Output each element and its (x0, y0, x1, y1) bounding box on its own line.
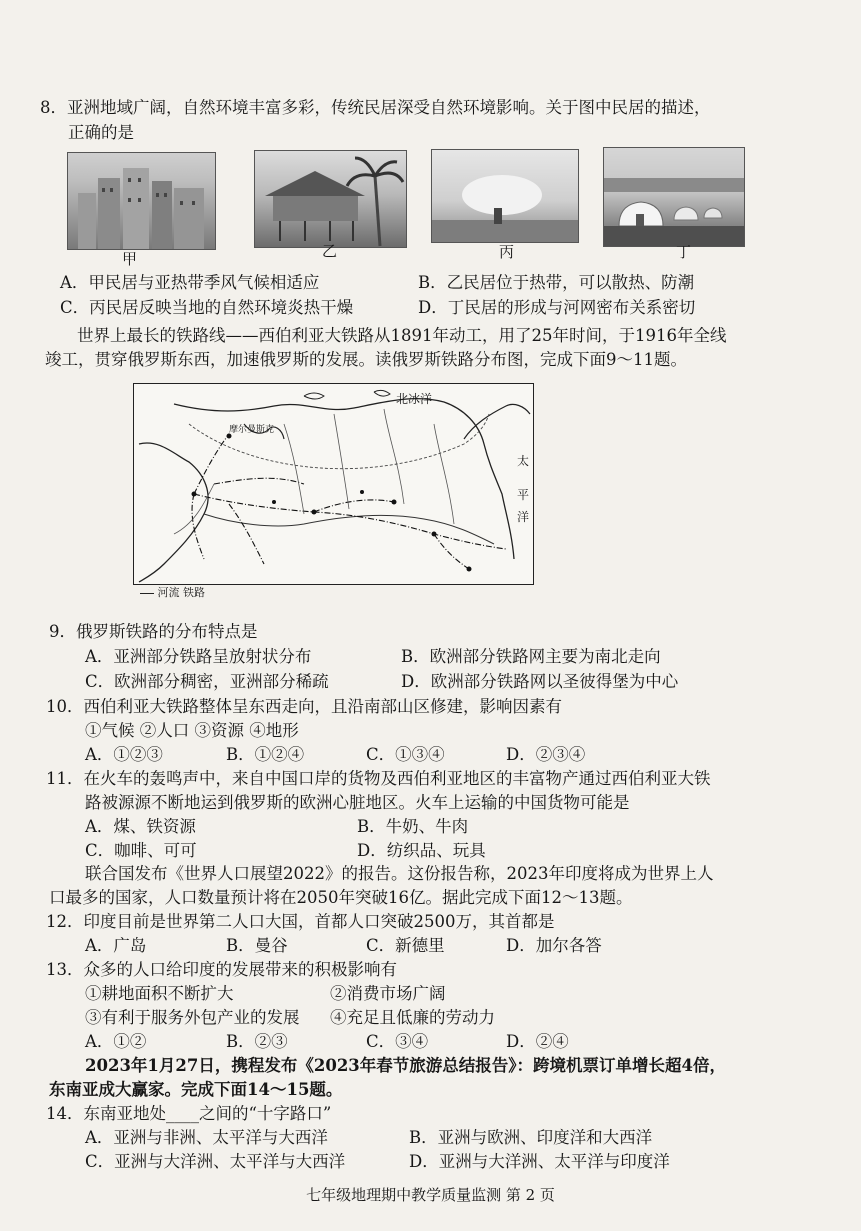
legend-text: 河流 铁路 (157, 586, 205, 599)
q13-item1: ①耕地面积不断扩大 (85, 984, 234, 1003)
q9-option-a: A．亚洲部分铁路呈放射状分布 (85, 647, 312, 666)
q12-option-a: A．广岛 (85, 936, 147, 955)
q13-item4: ④充足且低廉的劳动力 (330, 1008, 495, 1027)
q13-item3: ③有利于服务外包产业的发展 (85, 1008, 300, 1027)
q10-items: ①气候 ②人口 ③资源 ④地形 (85, 721, 299, 740)
q10-option-b: B．①②④ (226, 745, 305, 764)
q10-stem: 10．西伯利亚大铁路整体呈东西走向，且沿南部山区修建，影响因素有 (46, 697, 562, 716)
q13-option-d: D．②④ (506, 1032, 569, 1051)
photo-ding-image (604, 148, 744, 246)
q11-option-a: A．煤、铁资源 (85, 817, 196, 836)
passage2-line1: 联合国发布《世界人口展望2022》的报告。这份报告称，2023年印度将成为世界上人 (85, 864, 714, 883)
caption-ding: 丁 (676, 243, 692, 261)
legend-river-icon (140, 593, 154, 594)
q13-option-a: A．①② (85, 1032, 147, 1051)
q11-stem-line1: 11．在火车的轰鸣声中，来自中国口岸的货物及西伯利亚地区的丰富物产通过西伯利亚大铁 (46, 769, 711, 788)
caption-yi: 乙 (322, 242, 338, 260)
q13-option-b: B．②③ (226, 1032, 288, 1051)
russia-map-drawing (134, 384, 533, 584)
passage3-line1: 2023年1月27日，携程发布《2023年春节旅游总结报告》：跨境机票订单增长超4倍， (85, 1056, 727, 1075)
photo-yi-image (255, 151, 406, 247)
q8-stem-line2: 正确的是 (68, 123, 134, 142)
photo-yi (254, 150, 407, 248)
map-label-pacific-3: 洋 (517, 510, 530, 524)
caption-bing: 丙 (499, 243, 515, 261)
q13-item2: ②消费市场广阔 (330, 984, 446, 1003)
q14-stem: 14．东南亚地处____之间的“十字路口” (46, 1104, 332, 1123)
q14-option-d: D．亚洲与大洋洲、太平洋与印度洋 (409, 1152, 670, 1171)
passage3-line2: 东南亚成大赢家。完成下面14～15题。 (49, 1080, 343, 1099)
q14-option-b: B．亚洲与欧洲、印度洋和大西洋 (409, 1128, 653, 1147)
q11-option-c: C．咖啡、可可 (85, 841, 197, 860)
q11-stem-line2: 路被源源不断地运到俄罗斯的欧洲心脏地区。火车上运输的中国货物可能是 (85, 793, 630, 812)
q8-option-c: C．丙民居反映当地的自然环境炎热干燥 (60, 298, 354, 317)
q10-option-c: C．①③④ (366, 745, 445, 764)
photo-jia-image (68, 153, 215, 249)
page-footer: 七年级地理期中教学质量监测 第 2 页 (306, 1186, 555, 1204)
map-label-pacific-2: 平 (517, 488, 530, 502)
q12-stem: 12．印度目前是世界第二人口大国，首都人口突破2500万，其首都是 (46, 912, 555, 931)
q8-option-d: D．丁民居的形成与河网密布关系密切 (418, 298, 696, 317)
q12-option-d: D．加尔各答 (506, 936, 602, 955)
q12-option-b: B．曼谷 (226, 936, 288, 955)
q8-option-b: B．乙民居位于热带，可以散热、防潮 (418, 273, 695, 292)
q14-option-a: A．亚洲与非洲、太平洋与大西洋 (85, 1128, 328, 1147)
map-label-pacific-1: 太 (517, 454, 530, 468)
q10-option-a: A．①②③ (85, 745, 163, 764)
passage1-line1: 世界上最长的铁路线——西伯利亚大铁路从1891年动工，用了25年时间，于1916年全线 (77, 326, 727, 345)
q12-option-c: C．新德里 (366, 936, 445, 955)
map-label-arctic-ocean: 北冰洋 (396, 392, 433, 406)
passage2-line2: 口最多的国家，人口数量预计将在2050年突破16亿。据此完成下面12～13题。 (49, 888, 633, 907)
q9-option-b: B．欧洲部分铁路网主要为南北走向 (401, 647, 661, 666)
map-legend (140, 586, 205, 600)
caption-jia: 甲 (122, 250, 138, 268)
photo-bing (431, 149, 579, 243)
map-label-murmansk: 摩尔曼斯克 (229, 425, 275, 435)
russia-railway-map (133, 383, 534, 585)
q9-option-d: D．欧洲部分铁路网以圣彼得堡为中心 (401, 672, 679, 691)
q11-option-b: B．牛奶、牛肉 (357, 817, 469, 836)
photo-bing-image (432, 150, 578, 242)
photo-jia (67, 152, 216, 250)
q13-stem: 13．众多的人口给印度的发展带来的积极影响有 (46, 960, 397, 979)
q13-option-c: C．③④ (366, 1032, 429, 1051)
q9-option-c: C．欧洲部分稠密，亚洲部分稀疏 (85, 672, 329, 691)
passage1-line2: 竣工，贯穿俄罗斯东西，加速俄罗斯的发展。读俄罗斯铁路分布图，完成下面9～11题。 (45, 350, 687, 369)
q14-option-c: C．亚洲与大洋洲、太平洋与大西洋 (85, 1152, 346, 1171)
q10-option-d: D．②③④ (506, 745, 586, 764)
photo-ding (603, 147, 745, 247)
q9-stem: 9．俄罗斯铁路的分布特点是 (49, 622, 258, 641)
q11-option-d: D．纺织品、玩具 (357, 841, 486, 860)
q8-option-a: A．甲民居与亚热带季风气候相适应 (60, 273, 320, 292)
q8-stem-line1: 8．亚洲地域广阔，自然环境丰富多彩，传统民居深受自然环境影响。关于图中民居的描述， (40, 98, 711, 117)
